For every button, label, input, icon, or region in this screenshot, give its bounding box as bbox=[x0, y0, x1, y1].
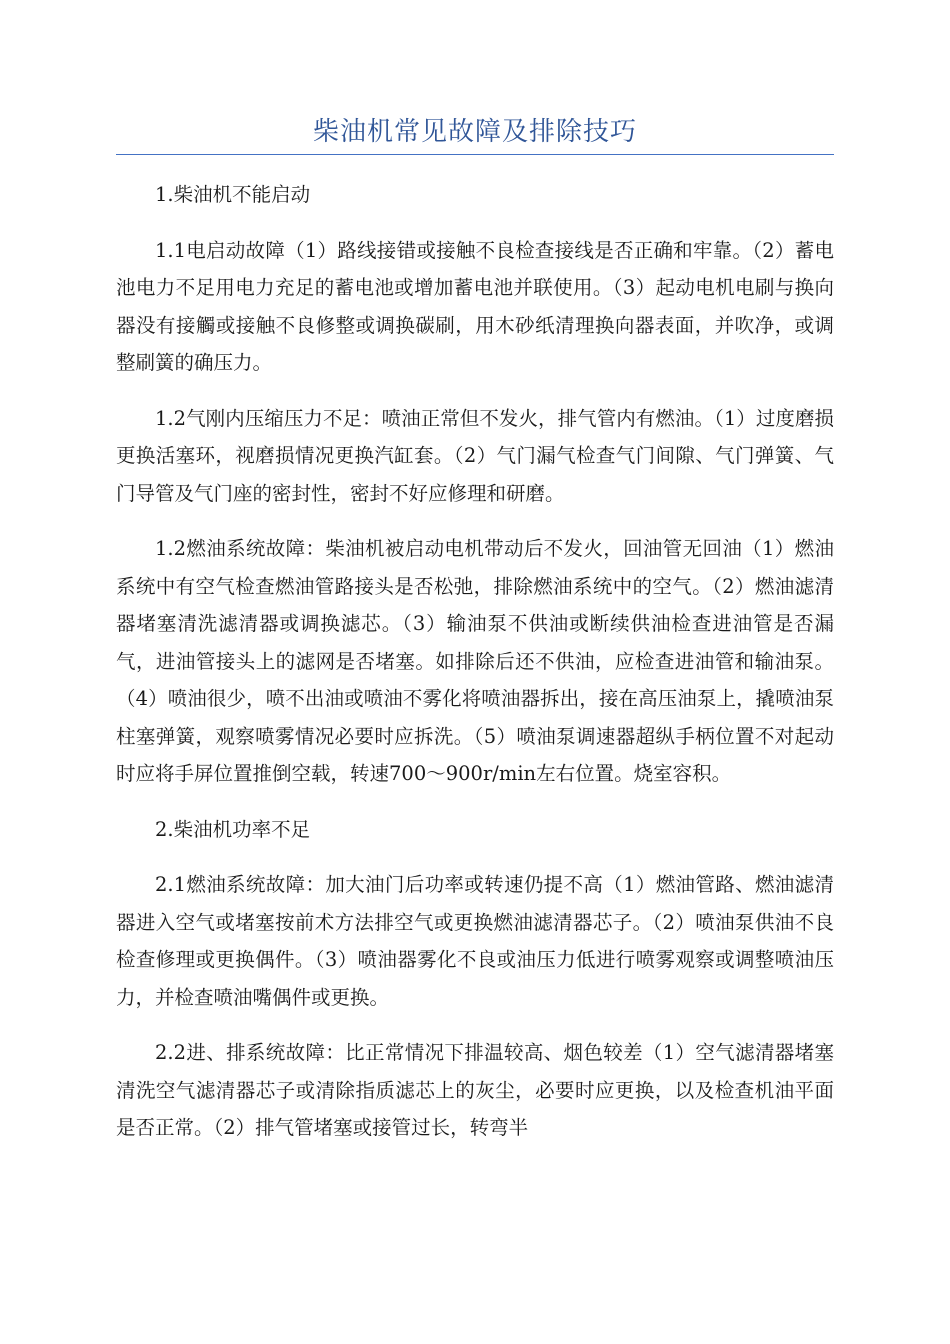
heading-1-cannot-start: 1.柴油机不能启动 bbox=[155, 183, 311, 206]
document-title: 柴油机常见故障及排除技巧 bbox=[312, 117, 637, 147]
paragraph-1-1-electric-start-fault: 1.1电启动故障（1）路线接错或接触不良检查接线是否正确和牢靠。（2）蓄电池电力不足用电力充足的蓄电池或增加蓄电池并联使用。（3）起动电机电刷与换向器没有接觸或接触不良修整或调换碳刷，用木砂纸清理换向器表面，并吹净，或调整刷簧的确压力。 bbox=[116, 238, 834, 374]
heading-2-insufficient-power: 2.柴油机功率不足 bbox=[155, 817, 311, 841]
paragraph-2-2-intake-exhaust-fault: 2.2进、排系统故障：比正常情况下排温较高、烟色较差（1）空气滤清器堵塞清洗空气滤清器芯子或清除指质滤芯上的灰尘，必要时应更换，以及检查机油平面是否正常。（2）排气管堵塞或接管过长，转弯半 bbox=[116, 1041, 834, 1139]
title-underline bbox=[116, 154, 834, 155]
document-body bbox=[116, 176, 834, 1165]
paragraph-2-1-fuel-system-fault: 2.1燃油系统故障：加大油门后功率或转速仍提不高（1）燃油管路、燃油滤清器进入空气或堵塞按前术方法排空气或更换燃油滤清器芯子。（2）喷油泵供油不良检查修理或更换偶件。（3）喷油器雾化不良或油压力低进行喷雾观察或调整喷油压力，并检查喷油嘴偶件或更换。 bbox=[116, 873, 834, 1009]
paragraph-1-2-compression-pressure: 1.2气刚内压缩压力不足：喷油正常但不发火，排气管内有燃油。（1）过度磨损更换活塞环，视磨损情况更换汽缸套。（2）气门漏气检查气门间隙、气门弹簧、气门导管及气门座的密封性，密封不好应修理和研磨。 bbox=[116, 406, 834, 505]
paragraph-1-2-fuel-system-fault: 1.2燃油系统故障：柴油机被启动电机带动后不发火，回油管无回油（1）燃油系统中有空气检查燃油管路接头是否松弛，排除燃油系统中的空气。（2）燃油滤清器堵塞清洗滤清器或调换滤芯。（3）输油泵不供油或断续供油检查进油管是否漏气，进油管接头上的滤网是否堵塞。如排除后还不供油，应检查进油管和输油泵。（4）喷油很少，喷不出油或喷油不雾化将喷油器拆出，接在高压油泵上，撬喷油泵柱塞弹簧，观察喷雾情况必要时应拆洗。（5）喷油泵调速器超纵手柄位置不对起动时应将手屏位置推倒空载，转速700～900r/min左右位置。烧室容积。 bbox=[116, 537, 834, 785]
